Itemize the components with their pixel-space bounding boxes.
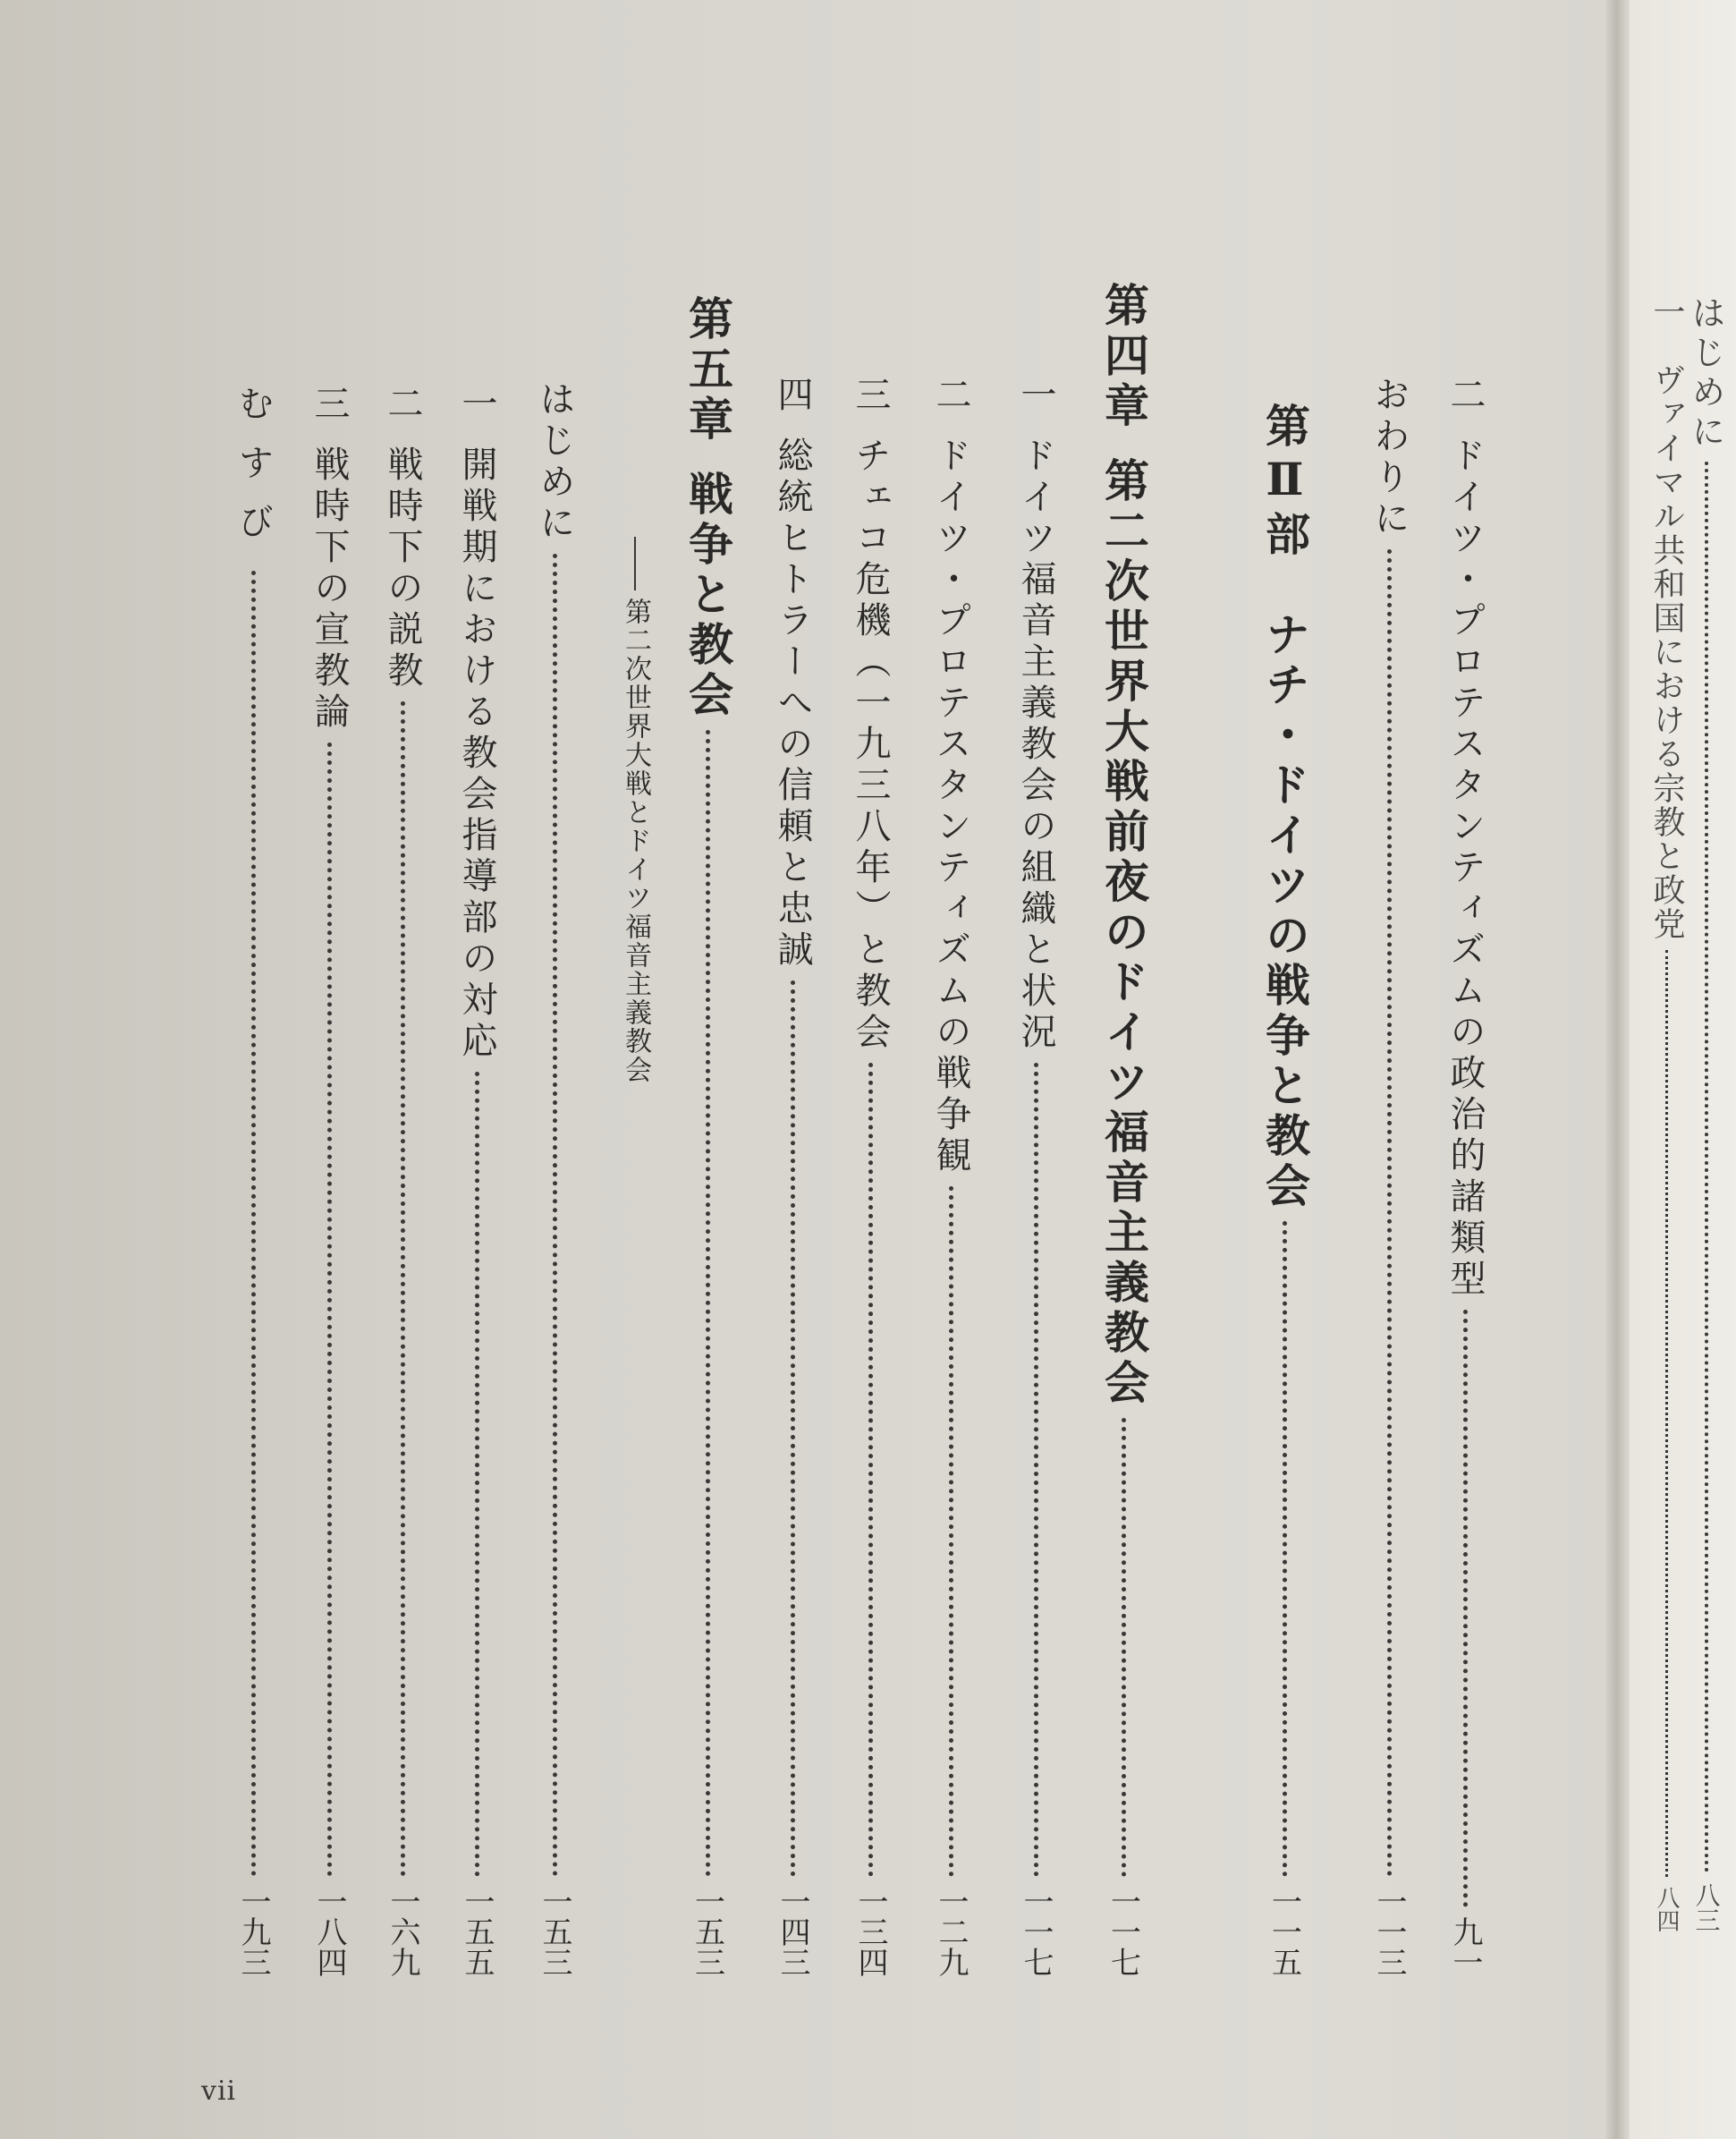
toc-entry bbox=[377, 385, 428, 1977]
entry-page-number: 一三四 bbox=[852, 1886, 888, 1977]
entry-title: おわりに bbox=[1368, 376, 1410, 540]
entry-title: むすび bbox=[233, 385, 274, 562]
entry-page-number: 一四三 bbox=[775, 1886, 810, 1977]
leader-dots bbox=[1387, 549, 1392, 1877]
toc-entry bbox=[767, 376, 818, 1977]
entry-title: 戦時下の説教 bbox=[382, 446, 423, 692]
entry-page-number: 一六九 bbox=[385, 1886, 420, 1977]
book-gutter bbox=[1605, 0, 1632, 2139]
entry-title: 一 ヴァイマル共和国における宗教と政党 bbox=[1648, 295, 1685, 941]
entry-page-number: 一五三 bbox=[689, 1886, 725, 1977]
entry-page-number: 一一七 bbox=[1105, 1886, 1141, 1977]
entry-title: 総統ヒトラーへの信頼と忠誠 bbox=[772, 437, 813, 972]
em-dash bbox=[634, 537, 636, 590]
entry-page-number: 一九三 bbox=[235, 1886, 271, 1977]
entry-title: チェコ危機（一九三八年）と教会 bbox=[850, 437, 891, 1054]
toc-entry bbox=[1440, 376, 1491, 1977]
toc-entry bbox=[304, 385, 355, 1977]
leader-dots bbox=[1705, 462, 1708, 1873]
toc-entry bbox=[1011, 376, 1062, 1977]
entry-number: 二 bbox=[930, 376, 971, 412]
entry-number: 三 bbox=[309, 385, 350, 420]
right-page-entry bbox=[1644, 295, 1689, 1932]
entry-number: 二 bbox=[1444, 376, 1486, 412]
leader-dots bbox=[791, 980, 795, 1877]
toc-entry bbox=[845, 376, 896, 1977]
entry-number: 三 bbox=[850, 376, 891, 412]
leader-dots bbox=[1122, 1418, 1126, 1877]
subtitle-text: 第二次世界大戦とドイツ福音主義教会 bbox=[620, 598, 651, 1084]
toc-chapter-heading bbox=[675, 295, 740, 1977]
entry-title: ドイツ福音主義教会の組織と状況 bbox=[1015, 437, 1056, 1054]
leader-dots bbox=[1665, 950, 1668, 1877]
toc-entry bbox=[529, 380, 580, 1977]
entry-page-number: 一五五 bbox=[459, 1886, 495, 1977]
entry-title: ドイツ・プロテスタンティズムの戦争観 bbox=[930, 437, 971, 1177]
entry-page-number: 九一 bbox=[1447, 1916, 1483, 1977]
leader-dots bbox=[327, 743, 332, 1877]
entry-number: 四 bbox=[772, 376, 813, 412]
entry-title: 開戦期における教会指導部の対応 bbox=[456, 446, 497, 1063]
entry-title: はじめに bbox=[534, 380, 575, 545]
toc-entry bbox=[452, 385, 503, 1977]
entry-page-number: 一一七 bbox=[1018, 1886, 1054, 1977]
leader-dots bbox=[1463, 1310, 1468, 1907]
entry-title: ドイツ・プロテスタンティズムの政治的諸類型 bbox=[1444, 437, 1486, 1301]
chapter-subtitle bbox=[615, 537, 655, 1118]
leader-dots bbox=[553, 554, 557, 1877]
toc-part-heading bbox=[1252, 403, 1317, 1977]
entry-page-number: 一八四 bbox=[311, 1886, 347, 1977]
toc-entry bbox=[1364, 376, 1415, 1977]
entry-number: 二 bbox=[382, 385, 423, 420]
entry-number: 第五章 bbox=[682, 295, 734, 446]
entry-number: 一 bbox=[456, 385, 497, 420]
entry-page-number: 一二九 bbox=[933, 1886, 969, 1977]
entry-number: 一 bbox=[1015, 376, 1056, 412]
leader-dots bbox=[949, 1186, 953, 1877]
entry-page-number: 八三 bbox=[1691, 1882, 1722, 1932]
leader-dots bbox=[475, 1072, 479, 1877]
entry-title: 第Ⅱ部 ナチ・ドイツの戦争と教会 bbox=[1258, 403, 1311, 1212]
leader-dots bbox=[1034, 1063, 1038, 1877]
entry-title: 戦時下の宣教論 bbox=[309, 446, 350, 734]
entry-number: 第四章 bbox=[1097, 282, 1150, 432]
page-folio: vii bbox=[201, 2075, 237, 2107]
toc-entry bbox=[228, 385, 279, 1977]
entry-title: はじめに bbox=[1686, 295, 1725, 453]
leader-dots bbox=[401, 701, 405, 1877]
leader-dots bbox=[868, 1063, 873, 1877]
toc-entry bbox=[926, 376, 977, 1977]
entry-page-number: 一一三 bbox=[1371, 1886, 1407, 1977]
leader-dots bbox=[706, 730, 710, 1877]
entry-title: 第二次世界大戦前夜のドイツ福音主義教会 bbox=[1097, 457, 1150, 1409]
entry-page-number: 一一五 bbox=[1266, 1886, 1302, 1977]
entry-page-number: 八四 bbox=[1653, 1886, 1680, 1932]
leader-dots bbox=[1283, 1221, 1287, 1877]
entry-title: 戦争と教会 bbox=[682, 471, 734, 721]
entry-page-number: 一五三 bbox=[537, 1886, 572, 1977]
toc-chapter-heading bbox=[1091, 282, 1156, 1977]
leader-dots bbox=[251, 571, 256, 1877]
